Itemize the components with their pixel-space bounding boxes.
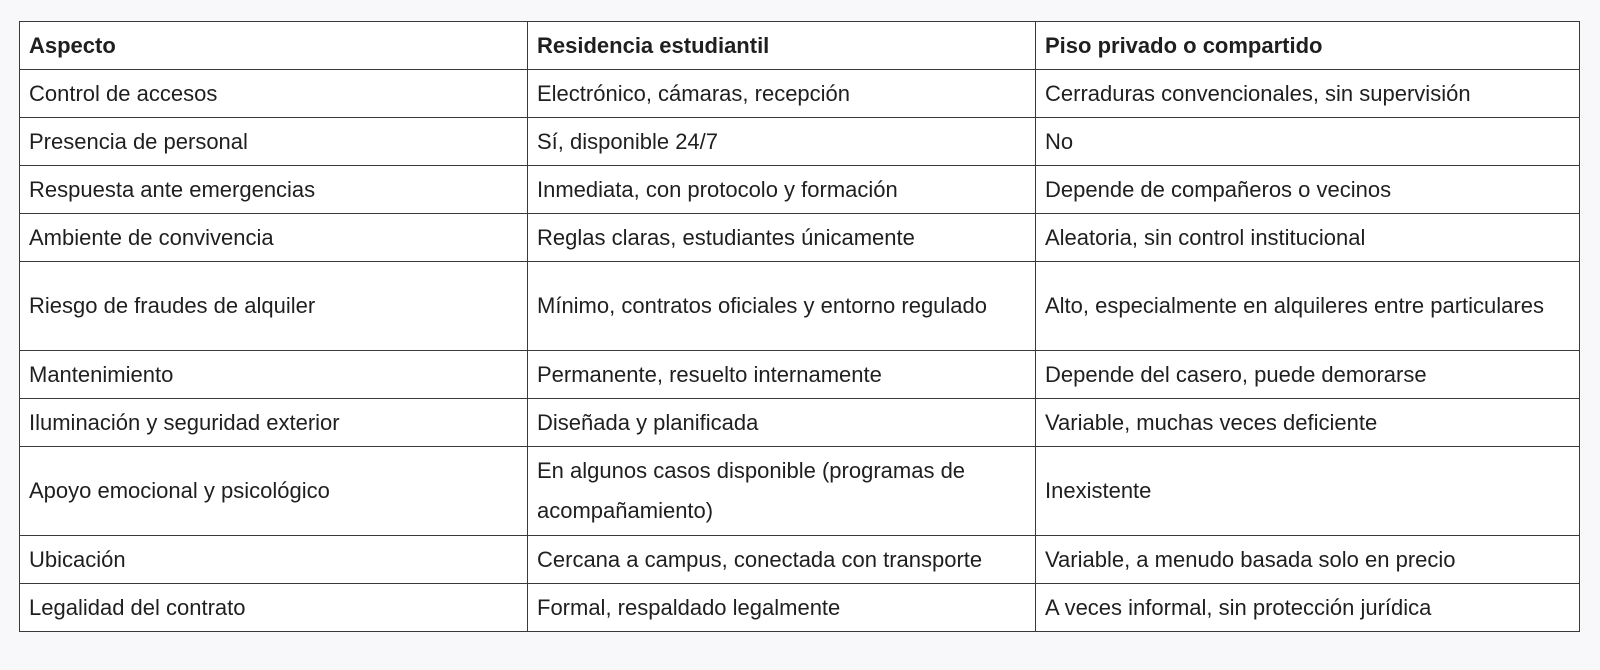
cell-aspecto: Riesgo de fraudes de alquiler [20,262,528,351]
table-row [20,214,1580,262]
cell-aspecto: Legalidad del contrato [20,584,528,632]
table-row [20,118,1580,166]
cell-piso: Inexistente [1036,447,1580,536]
cell-residencia: Inmediata, con protocolo y formación [528,166,1036,214]
table-row [20,399,1580,447]
header-piso: Piso privado o compartido [1036,22,1580,70]
cell-aspecto: Ambiente de convivencia [20,214,528,262]
cell-piso: No [1036,118,1580,166]
cell-residencia: Reglas claras, estudiantes únicamente [528,214,1036,262]
table-row [20,70,1580,118]
header-row [20,22,1580,70]
header-aspecto: Aspecto [20,22,528,70]
cell-piso: Variable, muchas veces deficiente [1036,399,1580,447]
table-row [20,351,1580,399]
cell-piso: Depende del casero, puede demorarse [1036,351,1580,399]
cell-piso: Variable, a menudo basada solo en precio [1036,536,1580,584]
cell-residencia: Permanente, resuelto internamente [528,351,1036,399]
cell-residencia: Cercana a campus, conectada con transporte [528,536,1036,584]
cell-aspecto: Respuesta ante emergencias [20,166,528,214]
cell-piso: A veces informal, sin protección jurídica [1036,584,1580,632]
table-row [20,166,1580,214]
cell-piso: Depende de compañeros o vecinos [1036,166,1580,214]
cell-residencia: Mínimo, contratos oficiales y entorno regulado [528,262,1036,351]
cell-residencia: En algunos casos disponible (programas de acompañamiento) [528,447,1036,536]
cell-residencia: Diseñada y planificada [528,399,1036,447]
cell-residencia: Sí, disponible 24/7 [528,118,1036,166]
cell-aspecto: Mantenimiento [20,351,528,399]
cell-aspecto: Control de accesos [20,70,528,118]
table-body [20,70,1580,632]
cell-aspecto: Ubicación [20,536,528,584]
cell-residencia: Electrónico, cámaras, recepción [528,70,1036,118]
table-row [20,584,1580,632]
table-row [20,262,1580,351]
comparison-table [19,21,1580,632]
cell-aspecto: Apoyo emocional y psicológico [20,447,528,536]
cell-aspecto: Presencia de personal [20,118,528,166]
cell-piso: Alto, especialmente en alquileres entre particulares [1036,262,1580,351]
table-row [20,536,1580,584]
cell-piso: Cerraduras convencionales, sin supervisión [1036,70,1580,118]
cell-residencia: Formal, respaldado legalmente [528,584,1036,632]
table-row [20,447,1580,536]
header-residencia: Residencia estudiantil [528,22,1036,70]
cell-aspecto: Iluminación y seguridad exterior [20,399,528,447]
table-header [20,22,1580,70]
cell-piso: Aleatoria, sin control institucional [1036,214,1580,262]
